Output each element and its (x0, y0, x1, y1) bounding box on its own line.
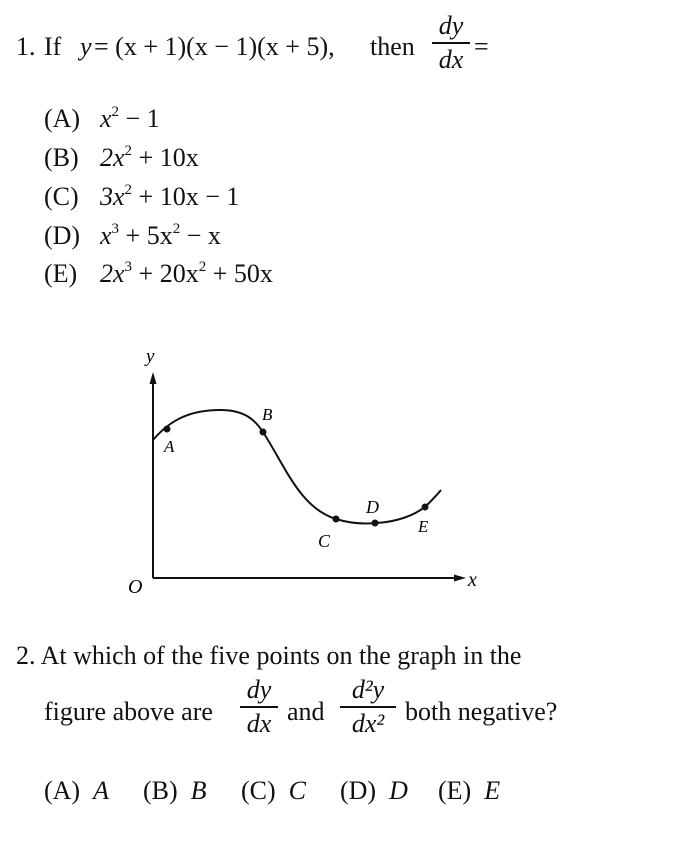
choice-2c[interactable]: (C) C (241, 776, 307, 805)
choice-label: (E) (44, 259, 78, 288)
equation-rhs: = (x + 1)(x − 1)(x + 5), (94, 32, 335, 61)
fraction-denominator: dx (438, 44, 464, 74)
question-1-then: then (370, 32, 415, 61)
point-d-label: D (366, 497, 379, 517)
question-2-line-2-end: both negative? (405, 697, 558, 726)
point-b-label: B (262, 405, 273, 424)
point-a-label: A (164, 437, 175, 456)
second-derivative-fraction: d²y dx² (340, 676, 396, 738)
point-e-label: E (418, 517, 429, 536)
question-1-if: If (44, 32, 62, 61)
dy-dx-fraction-2: dy dx (240, 676, 278, 738)
x-axis-label: x (468, 569, 477, 591)
choice-1b[interactable]: (B) $2x^2 + 10x$ (44, 143, 199, 172)
point-e-marker (422, 504, 429, 511)
fraction-numerator: dy (438, 11, 464, 40)
origin-label: O (128, 576, 143, 598)
question-2-and: and (287, 697, 325, 726)
point-a-marker (164, 426, 171, 433)
question-2-line-1: 2. At which of the five points on the graph in the (16, 641, 522, 670)
point-c-label: C (318, 531, 331, 551)
y-axis-label: y (146, 346, 155, 367)
choice-1e[interactable]: (E) $2x^3 + 20x^2 + 50x$ (44, 259, 273, 288)
x-axis-arrow (454, 575, 466, 582)
question-1-number: 1. (16, 32, 36, 61)
y-axis-arrow (150, 372, 157, 384)
choice-label: (D) (44, 221, 81, 250)
choice-1a[interactable]: (A) $x^2 - 1$ (44, 104, 160, 133)
function-curve (153, 410, 441, 524)
point-b-marker (260, 429, 267, 436)
choice-2e[interactable]: (E) E (438, 776, 501, 805)
equation-lhs: y (80, 32, 92, 61)
choice-label: (B) (44, 143, 79, 172)
point-d-marker (372, 520, 379, 527)
point-c-marker (333, 516, 340, 523)
choice-1c[interactable]: (C) $3x^2 + 10x - 1$ (44, 182, 240, 211)
question-2-line-2-start: figure above are (44, 697, 213, 726)
choice-2d[interactable]: (D) D (340, 776, 408, 805)
choice-1d[interactable]: (D) $x^3 + 5x^2 - x$ (44, 221, 221, 250)
choice-2b[interactable]: (B) B (143, 776, 207, 805)
choice-2a[interactable]: (A) A (44, 776, 109, 805)
question-1-equals: = (474, 32, 489, 61)
choice-label: (A) (44, 104, 81, 133)
choice-label: (C) (44, 182, 79, 211)
